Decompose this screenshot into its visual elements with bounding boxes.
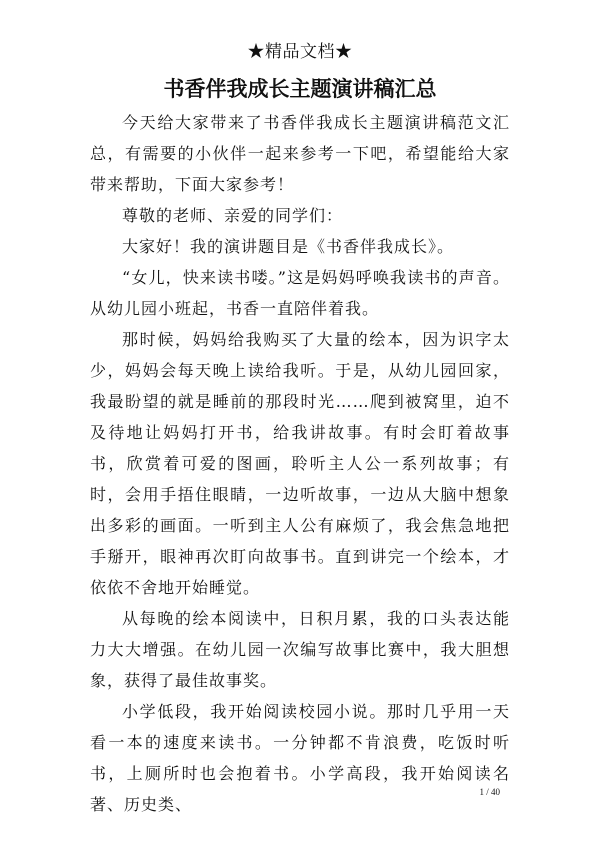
document-body	[90, 107, 510, 820]
paragraph-intro: 今天给大家带来了书香伴我成长主题演讲稿范文汇总，有需要的小伙伴一起来参考一下吧，希望能给大家带来帮助，下面大家参考！	[90, 113, 510, 194]
document-title: 书香伴我成长主题演讲稿汇总	[163, 76, 437, 101]
paragraph-picture-books: 那时候，妈妈给我购买了大量的绘本，因为识字太少，妈妈会每天晚上读给我听。于是，从幼儿园回家，我最盼望的就是睡前的那段时光……爬到被窝里，迫不及待地让妈妈打开书，给我讲故事。有时会盯着故事书，欣赏着可爱的图画，聆听主人公一系列故事；有时，会用手捂住眼睛，一边听故事，一边从大脑中想象出多彩的画面。一听到主人公有麻烦了，我会焦急地把手掰开，眼神再次盯向故事书。直到讲完一个绘本，才依依不舍地开始睡觉。	[90, 330, 510, 597]
paragraph-greeting: 大家好！我的演讲题目是《书香伴我成长》。	[122, 237, 455, 256]
paragraph-quote: “女儿，快来读书喽。”这是妈妈呼唤我读书的声音。从幼儿园小班起，书香一直陪伴着我。	[90, 268, 510, 318]
paragraph-primary-school: 小学低段，我开始阅读校园小说。那时几乎用一天看一本的速度来读书。一分钟都不肯浪费，吃饭时听书，上厕所时也会抱着书。小学高段，我开始阅读名著、历史类、	[90, 702, 510, 814]
header-mark: ★精品文档★	[247, 42, 353, 62]
page-number: 1 / 40	[479, 787, 500, 797]
paragraph-salutation: 尊敬的老师、亲爱的同学们：	[122, 206, 344, 225]
paragraph-expression: 从每晚的绘本阅读中，日积月累，我的口头表达能力大大增强。在幼儿园一次编写故事比赛中，我大胆想象，获得了最佳故事奖。	[90, 609, 510, 690]
